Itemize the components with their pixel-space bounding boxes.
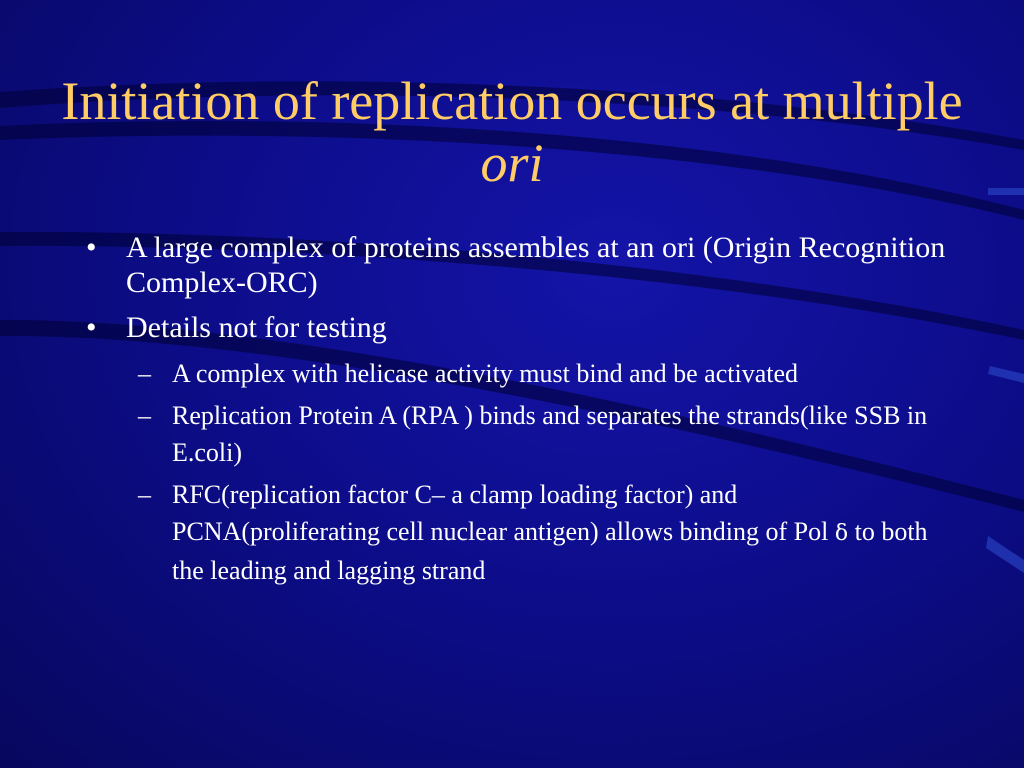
slide-title-text: Initiation of replication occurs at multiple (61, 71, 963, 131)
bullet-marker: • (86, 311, 97, 344)
sub-bullet-item (86, 355, 946, 392)
bullet-item (86, 310, 946, 345)
sub-bullet-marker: – (138, 359, 151, 388)
sub-bullet-text (172, 480, 928, 585)
bullet-item (86, 230, 946, 300)
sub-bullet-text-part: to both the leading and lagging strand (172, 517, 928, 585)
bullet-marker: • (86, 231, 97, 264)
sub-bullet-item (86, 476, 946, 589)
sub-bullet-text: Replication Protein A (RPA ) binds and separates the strands(like SSB in E.coli) (172, 401, 928, 467)
bullet-text: Details not for testing (126, 311, 387, 344)
bullet-text: A large complex of proteins assembles at an ori (Origin Recognition Complex-ORC) (126, 231, 946, 299)
sub-bullet-item (86, 397, 946, 471)
bullet-list (86, 230, 946, 594)
sub-bullet-text-part: RFC(replication factor C– a clamp loading factor) and PCNA(proliferating cell nuclear antigen) allows binding of Pol (172, 480, 835, 546)
sub-bullet-text: A complex with helicase activity must bind and be activated (172, 359, 798, 388)
sub-bullet-marker: – (138, 401, 151, 430)
delta-symbol: δ (834, 521, 849, 546)
sub-bullet-marker: – (138, 480, 151, 509)
slide-title (40, 70, 984, 194)
slide-title-italic: ori (480, 133, 544, 193)
